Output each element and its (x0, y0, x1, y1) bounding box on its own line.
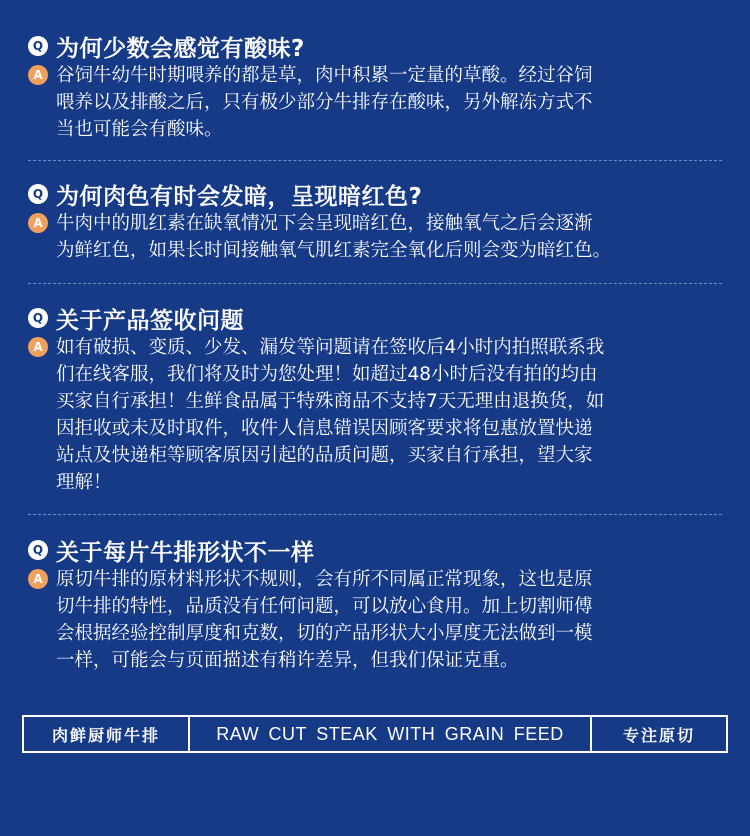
question-icon: Q (28, 184, 48, 204)
answer-line: 站点及快递柜等顾客原因引起的品质问题，买家自行承担，望大家 (56, 445, 593, 466)
footer-banner (22, 715, 728, 753)
answer-icon: A (28, 337, 48, 357)
answer-line: 切牛排的特性，品质没有任何问题，可以放心食用。加上切割师傅 (56, 596, 593, 617)
answer-text (56, 62, 728, 143)
answer-text (56, 566, 728, 674)
answer-line: 一样，可能会与页面描述有稍许差异，但我们保证克重。 (56, 650, 519, 671)
answer-row (28, 334, 728, 496)
answer-line: 原切牛排的原材料形状不规则，会有所不同属正常现象，这也是原 (56, 569, 593, 590)
faq-item (28, 302, 728, 496)
answer-line: 牛肉中的肌红素在缺氧情况下会呈现暗红色，接触氧气之后会逐渐 (56, 213, 593, 234)
question-row (28, 178, 728, 210)
faq-item (28, 534, 728, 674)
answer-line: 为鲜红色，如果长时间接触氧气肌红素完全氧化后则会变为暗红色。 (56, 240, 612, 261)
answer-line: 谷饲牛幼牛时期喂养的都是草，肉中积累一定量的草酸。经过谷饲 (56, 65, 593, 86)
divider (28, 160, 722, 161)
answer-text (56, 210, 728, 264)
question-text: 为何少数会感觉有酸味? (56, 35, 305, 62)
answer-line: 因拒收或未及时取件，收件人信息错误因顾客要求将包惠放置快递 (56, 418, 593, 439)
answer-icon: A (28, 569, 48, 589)
answer-line: 理解！ (56, 472, 112, 493)
question-row (28, 534, 728, 566)
answer-icon: A (28, 213, 48, 233)
question-text: 关于产品签收问题 (56, 307, 244, 334)
answer-row (28, 210, 728, 264)
question-text: 为何肉色有时会发暗，呈现暗红色? (56, 183, 423, 210)
answer-line: 喂养以及排酸之后，只有极少部分牛排存在酸味，另外解冻方式不 (56, 92, 593, 113)
answer-row (28, 62, 728, 143)
answer-row (28, 566, 728, 674)
brand-name: 肉鲜厨师牛排 (24, 717, 190, 751)
tagline: 专注原切 (590, 717, 726, 751)
slogan: RAW CUT STEAK WITH GRAIN FEED (216, 723, 564, 744)
question-icon: Q (28, 308, 48, 328)
answer-line: 们在线客服，我们将及时为您处理！如超过48小时后没有拍的均由 (56, 364, 598, 385)
answer-line: 当也可能会有酸味。 (56, 119, 223, 140)
answer-line: 如有破损、变质、少发、漏发等问题请在签收后4小时内拍照联系我 (56, 337, 605, 358)
divider (28, 514, 722, 515)
answer-icon: A (28, 65, 48, 85)
question-row (28, 302, 728, 334)
question-text: 关于每片牛排形状不一样 (56, 539, 315, 566)
answer-line: 会根据经验控制厚度和克数，切的产品形状大小厚度无法做到一模 (56, 623, 593, 644)
question-icon: Q (28, 540, 48, 560)
answer-text (56, 334, 728, 496)
answer-line: 买家自行承担！生鲜食品属于特殊商品不支持7天无理由退换货，如 (56, 391, 605, 412)
faq-item (28, 30, 728, 143)
question-icon: Q (28, 36, 48, 56)
question-row (28, 30, 728, 62)
faq-item (28, 178, 728, 264)
divider (28, 283, 722, 284)
